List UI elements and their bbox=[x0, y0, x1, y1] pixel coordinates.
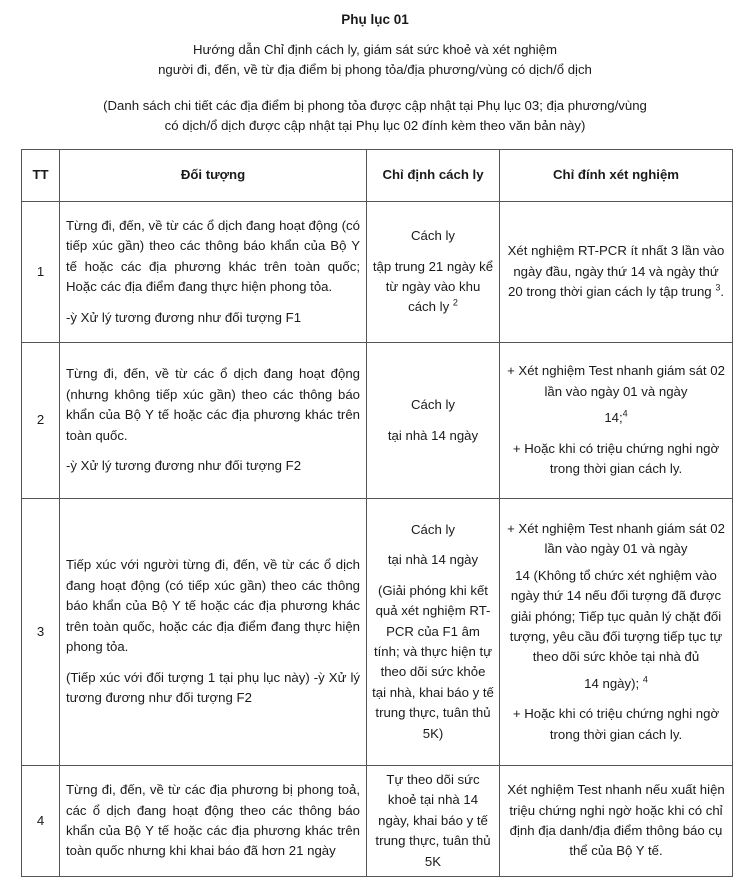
doi-tuong-note: -ỳ Xử lý tương đương như đối tượng F1 bbox=[66, 309, 302, 325]
cach-ly-detail: tại nhà 14 ngày bbox=[387, 552, 479, 568]
table-row bbox=[22, 343, 733, 499]
footnote-ref: 3 bbox=[715, 282, 721, 293]
cach-ly-cell bbox=[367, 499, 500, 766]
note-line-2: có dịch/ổ dịch được cập nhật tại Phụ lục 02 đính kèm theo văn bản này) bbox=[164, 118, 586, 134]
xet-nghiem-cell bbox=[500, 202, 733, 343]
xet-nghiem-text: Xét nghiệm Test nhanh nếu xuất hiện triệu chứng nghi ngờ hoặc khi có chỉ định địa danh/địa điểm thông báo cụ thể của Bộ Y tế. bbox=[507, 782, 725, 859]
doi-tuong-text: Từng đi, đến, về từ các ổ dịch đang hoạt động (có tiếp xúc gần) theo các thông báo khẩn của Bộ Y tế hoặc các địa phương khác trên toàn quốc; Hoặc các địa điểm đang thực hiện phong tỏa. bbox=[66, 217, 360, 295]
cach-ly-detail: tập trung 21 ngày kể từ ngày vào khu cách ly $^2$ bbox=[372, 258, 494, 315]
xet-nghiem-day: 14 ngày); $^4$ bbox=[584, 674, 648, 691]
xet-nghiem-text: + Xét nghiệm Test nhanh giám sát 02 lần vào ngày 01 và ngày bbox=[507, 363, 725, 399]
footnote-ref: 4 bbox=[622, 408, 628, 419]
guidance-table bbox=[21, 149, 733, 877]
xet-nghiem-cell bbox=[500, 766, 733, 877]
row-number: 2 bbox=[22, 343, 60, 499]
row-number: 3 bbox=[22, 499, 60, 766]
subtitle-line-1: Hướng dẫn Chỉ định cách ly, giám sát sức khoẻ và xét nghiệm bbox=[193, 42, 557, 57]
cach-ly-detail: Tự theo dõi sức khoẻ tại nhà 14 ngày, khai báo y tế trung thực, tuân thủ 5K bbox=[375, 771, 491, 869]
xet-nghiem-extra: + Hoặc khi có triệu chứng nghi ngờ trong thời gian cách ly. bbox=[512, 440, 720, 477]
page-note bbox=[0, 96, 750, 137]
doi-tuong-cell bbox=[60, 202, 367, 343]
cach-ly-cell bbox=[367, 343, 500, 499]
table-row bbox=[22, 766, 733, 877]
table-row bbox=[22, 499, 733, 766]
table-row bbox=[22, 202, 733, 343]
xet-nghiem-text: Xét nghiệm RT-PCR ít nhất 3 lần vào ngày đầu, ngày thứ 14 và ngày thứ 20 trong thời gian cách ly tập trung $^3$. bbox=[507, 243, 725, 300]
doi-tuong-note: (Tiếp xúc với đối tượng 1 tại phụ lục này) -ỳ Xử lý tương đương như đối tượng F2 bbox=[66, 669, 360, 706]
cach-ly-condition: (Giải phóng khi kết quả xét nghiệm RT-PCR của F1 âm tính; và thực hiện tự theo dõi sức khỏe tại nhà, khai báo y tế trung thực, tuân thủ 5K) bbox=[372, 582, 494, 741]
xet-nghiem-day: 14;$^4$ bbox=[604, 408, 628, 426]
xet-nghiem-cell bbox=[500, 343, 733, 499]
xet-nghiem-cell bbox=[500, 499, 733, 766]
page-subtitle bbox=[0, 40, 750, 81]
cach-ly-label: Cách ly bbox=[411, 521, 455, 537]
xet-nghiem-extra: + Hoặc khi có triệu chứng nghi ngờ trong thời gian cách ly. bbox=[512, 706, 720, 742]
footnote-ref: 4 bbox=[642, 674, 648, 685]
doi-tuong-cell bbox=[60, 766, 367, 877]
doi-tuong-text: Từng đi, đến, về từ các ổ dịch đang hoạt động (nhưng không tiếp xúc gần) theo các thông báo khẩn của Bộ Y tế hoặc các địa phương khác trên toàn quốc. bbox=[66, 366, 360, 443]
page-title: Phụ lục 01 bbox=[341, 12, 409, 27]
doi-tuong-note: -ỳ Xử lý tương đương như đối tượng F2 bbox=[66, 458, 302, 474]
cach-ly-detail: tại nhà 14 ngày bbox=[387, 427, 479, 443]
cach-ly-label: Cách ly bbox=[411, 397, 455, 413]
doi-tuong-cell bbox=[60, 499, 367, 766]
doi-tuong-text: Từng đi, đến, về từ các địa phương bị phong toả, các ổ dịch đang hoạt động theo các thông báo khẩn của Bộ Y tế hoặc các địa phương khác trên toàn quốc nhưng khi khai báo đã hơn 21 ngày bbox=[66, 782, 360, 859]
cach-ly-cell bbox=[367, 766, 500, 877]
subtitle-line-2: người đi, đến, về từ địa điểm bị phong tỏa/địa phương/vùng có dịch/ổ dịch bbox=[158, 62, 592, 78]
header-cach-ly: Chỉ định cách ly bbox=[367, 150, 500, 202]
header-tt: TT bbox=[22, 150, 60, 202]
note-line-1: (Danh sách chi tiết các địa điểm bị phong tỏa được cập nhật tại Phụ lục 03; địa phương/vùng bbox=[103, 98, 647, 113]
doi-tuong-text: Tiếp xúc với người từng đi, đến, về từ các ổ dịch đang hoạt động (có tiếp xúc gần) theo các thông báo khẩn của Bộ Y tế hoặc các địa phương khác trên toàn quốc, hoặc các địa điểm đang thực hiện phong tỏa. bbox=[66, 557, 360, 655]
row-number: 4 bbox=[22, 766, 60, 877]
cach-ly-label: Cách ly bbox=[411, 228, 455, 244]
doi-tuong-cell bbox=[60, 343, 367, 499]
xet-nghiem-detail: 14 (Không tổ chức xét nghiệm vào ngày thứ 14 nếu đối tượng đã được giải phóng; Tiếp tục quản lý chặt đối tượng, yêu cầu đối tượng tiếp tục tự theo dõi sức khỏe tại nhà đủ bbox=[509, 567, 723, 665]
cach-ly-cell bbox=[367, 202, 500, 343]
header-doi-tuong: Đối tượng bbox=[60, 150, 367, 202]
table-header-row bbox=[22, 150, 733, 202]
xet-nghiem-text: + Xét nghiệm Test nhanh giám sát 02 lần vào ngày 01 và ngày bbox=[507, 520, 725, 557]
row-number: 1 bbox=[22, 202, 60, 343]
header-xet-nghiem: Chỉ đính xét nghiệm bbox=[500, 150, 733, 202]
footnote-ref: 2 bbox=[452, 298, 458, 309]
